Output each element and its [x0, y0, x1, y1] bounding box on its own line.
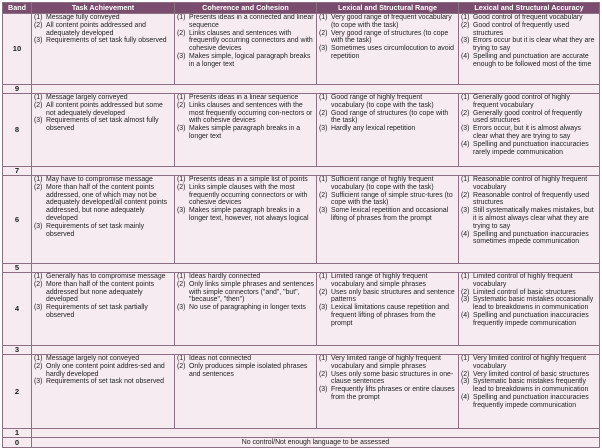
- descriptor-text: Very good range of structures (to cope with the task): [331, 29, 449, 45]
- descriptor-item: [319, 45, 456, 61]
- descriptor-cell-coherence: [175, 14, 317, 85]
- descriptor-cell-task: [32, 273, 175, 346]
- descriptor-text: Good control of frequently used structures: [473, 21, 570, 37]
- descriptor-number: (3): [177, 125, 186, 133]
- descriptor-number: (1): [177, 94, 186, 101]
- descriptor-text: Reasonable control of frequently used structures: [473, 191, 590, 207]
- descriptor-number: (1): [461, 273, 470, 280]
- descriptor-number: (1): [461, 14, 470, 21]
- descriptor-text: Limited control of basic structures: [473, 288, 576, 296]
- descriptor-item: [177, 125, 314, 141]
- descriptor-item: [319, 371, 456, 387]
- descriptor-item: [461, 394, 597, 410]
- descriptor-item: [319, 355, 456, 371]
- descriptor-item: [461, 37, 597, 53]
- rubric-row-band-6: [3, 176, 600, 264]
- descriptor-text: All content points addressed but some not adequately developed: [46, 101, 163, 117]
- descriptor-number: (3): [319, 386, 328, 394]
- descriptor-text: Lexical limitations cause repetition and frequent lifting of phrases from the prompt: [331, 304, 449, 327]
- descriptor-number: (4): [461, 52, 470, 60]
- descriptor-item: [319, 273, 456, 289]
- descriptor-number: (3): [177, 207, 186, 215]
- band-cell: 9: [3, 85, 32, 94]
- descriptor-text: Makes simple, logical paragraph breaks in a longer text: [189, 52, 311, 68]
- descriptor-item: [461, 94, 597, 110]
- descriptor-text: Uses only some basic structures in one-clause sentences: [331, 370, 454, 386]
- descriptor-item: [34, 184, 172, 223]
- descriptor-cell-accuracy: [459, 176, 600, 264]
- descriptor-item: [177, 53, 314, 69]
- rubric-row-band-8: [3, 94, 600, 167]
- descriptor-item: [461, 53, 597, 69]
- descriptor-text: Requirements of set task fully observed: [46, 37, 167, 45]
- band-cell: 4: [3, 273, 32, 346]
- rubric-row-band-4: [3, 273, 600, 346]
- descriptor-number: (3): [319, 304, 328, 312]
- descriptor-cell-coherence: [175, 176, 317, 264]
- descriptor-item: [319, 30, 456, 46]
- descriptor-item: [461, 378, 597, 394]
- empty-band-cell: [32, 167, 600, 176]
- band-cell: 8: [3, 94, 32, 167]
- descriptor-text: Presents ideas in a simple list of points: [189, 176, 308, 183]
- descriptor-number: (2): [34, 183, 43, 191]
- descriptor-cell-lexical: [317, 94, 459, 167]
- descriptor-item: [34, 102, 172, 118]
- descriptor-number: (3): [177, 52, 186, 60]
- descriptor-text: Requirements of set task not observed: [46, 378, 164, 386]
- empty-band-cell: [32, 346, 600, 355]
- descriptor-text: Spelling and punctuation inaccuracies rarely impede communication: [473, 140, 589, 156]
- descriptor-text: Makes simple paragraph breaks in a longer text, however, not always logical: [189, 207, 309, 222]
- descriptor-text: Generally good control of highly frequent vocabulary: [473, 94, 570, 109]
- descriptor-item: [461, 296, 597, 312]
- descriptor-number: (2): [461, 370, 470, 378]
- descriptor-text: Still systematically makes mistakes, but it is almost always clear what they are trying to say: [473, 207, 594, 230]
- descriptor-item: [177, 176, 314, 184]
- descriptor-item: [319, 304, 456, 327]
- empty-band-cell: [32, 264, 600, 273]
- descriptor-text: Spelling and punctuation inaccuracies sometimes impede communication: [473, 230, 589, 246]
- descriptor-cell-coherence: [175, 94, 317, 167]
- descriptor-text: Very good range of frequent vocabulary (to cope with the task): [331, 14, 452, 29]
- descriptor-number: (1): [461, 94, 470, 101]
- descriptor-text: Links clauses and sentences with frequently occurring connectors and with cohesive devices: [189, 29, 313, 53]
- descriptor-number: (3): [461, 296, 470, 304]
- descriptor-text: Reasonable control of highly frequent vocabulary: [473, 176, 588, 191]
- descriptor-number: (2): [177, 29, 186, 37]
- descriptor-number: (3): [319, 207, 328, 215]
- band-cell: 3: [3, 346, 32, 355]
- descriptor-cell-lexical: [317, 355, 459, 429]
- descriptor-item: [34, 14, 172, 22]
- descriptor-text: Systematic basic mistakes occasionally lead to breakdowns in communication: [473, 296, 594, 312]
- descriptor-number: (2): [34, 362, 43, 370]
- descriptor-number: (1): [177, 355, 186, 362]
- descriptor-item: [319, 289, 456, 305]
- descriptor-text: Requirements of set task partially observed: [46, 304, 148, 319]
- descriptor-number: (2): [177, 362, 186, 370]
- descriptor-number: (1): [34, 273, 43, 280]
- descriptor-item: [319, 176, 456, 192]
- descriptor-text: Very limited control of highly frequent vocabulary: [473, 355, 586, 370]
- band-cell: 6: [3, 176, 32, 264]
- rubric-row-band-1: [3, 429, 600, 438]
- descriptor-number: (2): [34, 21, 43, 29]
- descriptor-number: (1): [177, 273, 186, 280]
- descriptor-number: (2): [461, 191, 470, 199]
- descriptor-number: (3): [34, 378, 43, 386]
- descriptor-item: [461, 176, 597, 192]
- descriptor-text: Good range of structures (to cope with the task): [331, 109, 449, 125]
- descriptor-number: (3): [461, 37, 470, 45]
- descriptor-number: (1): [461, 176, 470, 183]
- descriptor-cell-lexical: [317, 176, 459, 264]
- descriptor-cell-accuracy: [459, 273, 600, 346]
- descriptor-item: [177, 94, 314, 102]
- descriptor-text: Presents ideas in a connected and linear sequence: [189, 14, 314, 29]
- rubric-row-band-10: [3, 14, 600, 85]
- header-coherence-cohesion: Coherence and Cohesion: [175, 3, 317, 14]
- descriptor-item: [177, 281, 314, 304]
- descriptor-text: All content points addressed and adequately developed: [46, 21, 146, 37]
- descriptor-text: Links clauses and sentences with the most frequently occurring con-nectors or with cohesive devices: [189, 101, 313, 125]
- descriptor-item: [177, 207, 314, 223]
- header-band: Band: [3, 3, 32, 14]
- descriptor-cell-lexical: [317, 14, 459, 85]
- descriptor-number: (3): [34, 37, 43, 45]
- descriptor-number: (4): [461, 393, 470, 401]
- descriptor-text: Errors occur, but it is almost always clear what they are trying to say: [473, 125, 581, 140]
- descriptor-item: [461, 355, 597, 371]
- no-control-note: No control/Not enough language to be assessed: [32, 438, 600, 448]
- descriptor-text: Some lexical repetition and occasional lifting of phrases from the prompt: [331, 207, 449, 222]
- descriptor-text: Systematic basic mistakes frequently lead to breakdowns in communication: [473, 378, 589, 394]
- descriptor-number: (2): [177, 183, 186, 191]
- descriptor-number: (3): [319, 125, 328, 133]
- descriptor-item: [177, 363, 314, 379]
- descriptor-number: (4): [461, 311, 470, 319]
- descriptor-cell-task: [32, 176, 175, 264]
- band-cell: 5: [3, 264, 32, 273]
- descriptor-text: Spelling and punctuation inaccuracies frequently impede communication: [473, 393, 589, 409]
- descriptor-number: (2): [461, 109, 470, 117]
- descriptor-number: (3): [34, 304, 43, 312]
- descriptor-item: [319, 386, 456, 402]
- descriptor-item: [34, 273, 172, 281]
- descriptor-text: Spelling and punctuation are accurate enough to be followed most of the time: [473, 52, 592, 68]
- descriptor-number: (1): [34, 355, 43, 362]
- descriptor-number: (3): [319, 45, 328, 53]
- descriptor-item: [34, 378, 172, 386]
- descriptor-text: Good control of frequent vocabulary: [473, 14, 583, 21]
- descriptor-text: Very limited control of basic structures: [473, 370, 590, 378]
- descriptor-item: [34, 281, 172, 304]
- rubric-row-band-2: [3, 355, 600, 429]
- descriptor-text: Limited control of highly frequent vocabulary: [473, 273, 573, 288]
- descriptor-text: Errors occur but it is clear what they are trying to say: [473, 37, 595, 53]
- descriptor-cell-accuracy: [459, 14, 600, 85]
- descriptor-number: (2): [461, 288, 470, 296]
- descriptor-item: [319, 125, 456, 133]
- descriptor-text: Uses only basic structures and sentence patterns: [331, 288, 455, 304]
- descriptor-number: (3): [34, 222, 43, 230]
- descriptor-item: [177, 184, 314, 207]
- descriptor-text: No use of paragraphing in longer texts: [189, 304, 306, 312]
- descriptor-number: (1): [319, 176, 328, 183]
- descriptor-item: [461, 14, 597, 22]
- descriptor-number: (1): [34, 14, 43, 21]
- descriptor-text: Sufficient range of simple struc-tures (to cope with the task): [331, 191, 453, 207]
- descriptor-number: (4): [461, 140, 470, 148]
- descriptor-number: (2): [319, 370, 328, 378]
- rubric-row-band-0: [3, 438, 600, 448]
- descriptor-text: Very limited range of highly frequent vocabulary and simple phrases: [331, 355, 441, 370]
- descriptor-text: Only one content point addres-sed and hardly developed: [46, 362, 165, 378]
- descriptor-cell-coherence: [175, 273, 317, 346]
- descriptor-item: [319, 14, 456, 30]
- rubric-row-band-5: [3, 264, 600, 273]
- descriptor-item: [177, 304, 314, 312]
- descriptor-text: Limited range of highly frequent vocabulary and simple phrases: [331, 273, 428, 288]
- descriptor-text: Message largely not conveyed: [46, 355, 140, 362]
- descriptor-number: (1): [319, 273, 328, 280]
- descriptor-text: Ideas not connected: [189, 355, 252, 362]
- descriptor-item: [461, 371, 597, 379]
- descriptor-number: (2): [319, 288, 328, 296]
- descriptor-text: Only links simple phrases and sentences with simple connectors ("and", "but", "because", "then"): [189, 280, 314, 304]
- descriptor-text: May have to compromise message: [46, 176, 153, 183]
- header-lexical-accuracy: Lexical and Structural Accuracy: [459, 3, 600, 14]
- descriptor-number: (3): [177, 304, 186, 312]
- descriptor-item: [177, 273, 314, 281]
- descriptor-text: Generally has to compromise message: [46, 273, 166, 280]
- descriptor-cell-lexical: [317, 273, 459, 346]
- descriptor-text: Sometimes uses circumlocution to avoid repetition: [331, 45, 454, 60]
- descriptor-item: [34, 363, 172, 379]
- descriptor-item: [461, 312, 597, 328]
- descriptor-number: (2): [461, 21, 470, 29]
- descriptor-number: (4): [461, 230, 470, 238]
- empty-band-cell: [32, 85, 600, 94]
- descriptor-number: (1): [34, 176, 43, 183]
- descriptor-item: [461, 110, 597, 126]
- descriptor-number: (2): [319, 191, 328, 199]
- descriptor-item: [319, 207, 456, 223]
- descriptor-item: [34, 176, 172, 184]
- rubric-row-band-9: [3, 85, 600, 94]
- descriptor-item: [319, 94, 456, 110]
- descriptor-item: [34, 304, 172, 320]
- descriptor-item: [461, 125, 597, 141]
- descriptor-number: (1): [177, 14, 186, 21]
- descriptor-item: [177, 355, 314, 363]
- descriptor-item: [34, 37, 172, 45]
- descriptor-item: [461, 22, 597, 38]
- descriptor-text: Good range of highly frequent vocabulary (to cope with the task): [331, 94, 434, 109]
- descriptor-item: [319, 192, 456, 208]
- descriptor-text: Makes simple paragraph breaks in a longer text: [189, 125, 301, 140]
- descriptor-text: Ideas hardly connected: [189, 273, 261, 280]
- descriptor-text: Sufficient range of highly frequent vocabulary (to cope with the task): [331, 176, 434, 191]
- band-cell: 7: [3, 167, 32, 176]
- descriptor-text: Hardly any lexical repetition: [331, 125, 416, 133]
- descriptor-cell-task: [32, 355, 175, 429]
- descriptor-number: (1): [177, 176, 186, 183]
- descriptor-item: [461, 141, 597, 157]
- descriptor-item: [177, 30, 314, 53]
- descriptor-cell-task: [32, 94, 175, 167]
- descriptor-text: Requirements of set task mainly observed: [46, 222, 145, 238]
- empty-band-cell: [32, 429, 600, 438]
- rubric-body: [3, 14, 600, 448]
- assessment-rubric-table: [2, 2, 600, 448]
- descriptor-item: [177, 102, 314, 125]
- descriptor-number: (1): [319, 355, 328, 362]
- header-lexical-range: Lexical and Structural Range: [317, 3, 459, 14]
- descriptor-item: [34, 117, 172, 133]
- band-cell: 2: [3, 355, 32, 429]
- descriptor-number: (1): [319, 94, 328, 101]
- descriptor-text: Presents ideas in a linear sequence: [189, 94, 299, 101]
- descriptor-text: Spelling and punctuation inaccuracies frequently impede communication: [473, 311, 589, 327]
- descriptor-text: Links simple clauses with the most frequently occurring connectors or with cohesive devices: [189, 183, 308, 207]
- descriptor-text: More than half of the content points addressed but none adequately developed: [46, 280, 155, 304]
- descriptor-number: (1): [461, 355, 470, 362]
- descriptor-item: [34, 22, 172, 38]
- descriptor-number: (3): [461, 378, 470, 386]
- descriptor-item: [177, 14, 314, 30]
- descriptor-item: [461, 192, 597, 208]
- descriptor-text: Generally good control of frequently used structures: [473, 109, 583, 125]
- descriptor-item: [461, 289, 597, 297]
- rubric-row-band-3: [3, 346, 600, 355]
- descriptor-number: (3): [461, 207, 470, 215]
- descriptor-number: (2): [34, 280, 43, 288]
- descriptor-item: [319, 110, 456, 126]
- descriptor-item: [34, 94, 172, 102]
- descriptor-number: (1): [34, 94, 43, 101]
- descriptor-number: (2): [319, 109, 328, 117]
- descriptor-text: Message fully conveyed: [46, 14, 120, 21]
- descriptor-text: Frequently lifts phrases or entire clauses from the prompt: [331, 386, 455, 401]
- descriptor-number: (2): [34, 101, 43, 109]
- descriptor-item: [461, 273, 597, 289]
- header-task-achievement: Task Achievement: [32, 3, 175, 14]
- descriptor-number: (1): [319, 14, 328, 21]
- descriptor-number: (2): [177, 101, 186, 109]
- descriptor-item: [461, 231, 597, 247]
- descriptor-text: More than half of the content points addressed, one of which may not be adequately developed/all content points addressed, but none adequately developed: [46, 183, 168, 222]
- descriptor-cell-accuracy: [459, 355, 600, 429]
- band-cell: 0: [3, 438, 32, 448]
- header-row: [3, 3, 600, 14]
- descriptor-text: Only produces simple isolated phrases and sentences: [189, 362, 308, 378]
- descriptor-number: (2): [319, 29, 328, 37]
- descriptor-number: (2): [177, 280, 186, 288]
- band-cell: 1: [3, 429, 32, 438]
- descriptor-cell-task: [32, 14, 175, 85]
- descriptor-text: Message largely conveyed: [46, 94, 128, 101]
- descriptor-number: (3): [34, 117, 43, 125]
- descriptor-number: (3): [461, 125, 470, 133]
- descriptor-text: Requirements of set task almost fully observed: [46, 117, 159, 133]
- descriptor-cell-accuracy: [459, 94, 600, 167]
- rubric-row-band-7: [3, 167, 600, 176]
- descriptor-item: [34, 223, 172, 239]
- descriptor-cell-coherence: [175, 355, 317, 429]
- descriptor-item: [34, 355, 172, 363]
- descriptor-item: [461, 207, 597, 230]
- band-cell: 10: [3, 14, 32, 85]
